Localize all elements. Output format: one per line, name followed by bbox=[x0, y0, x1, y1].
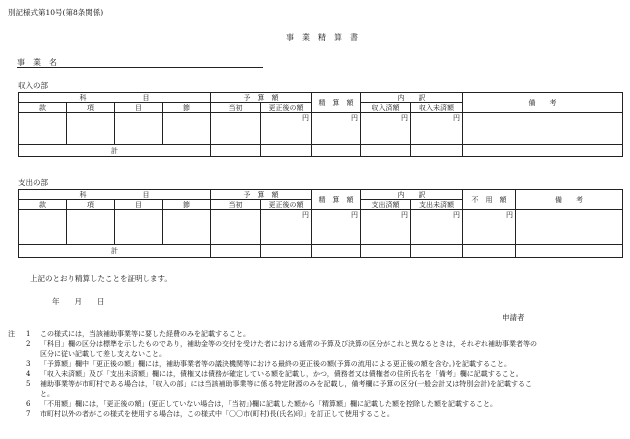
total-label: 計 bbox=[19, 145, 211, 157]
cell-tousho[interactable] bbox=[211, 210, 261, 245]
col-kamoku: 科 目 bbox=[19, 93, 211, 103]
col-setsu: 節 bbox=[163, 103, 211, 113]
col-bikou: 備 考 bbox=[516, 190, 623, 210]
col-tousho: 当初 bbox=[211, 200, 261, 210]
cell-kousei[interactable]: 円 bbox=[261, 113, 312, 145]
col-uchiwake: 内 訳 bbox=[361, 93, 463, 103]
total-label: 計 bbox=[19, 245, 211, 258]
cell-fuyou[interactable]: 円 bbox=[463, 210, 516, 245]
cell-setsu[interactable] bbox=[163, 210, 211, 245]
income-section-label: 収入の部 bbox=[18, 81, 48, 90]
certification-text: 上記のとおり精算したことを証明します。 bbox=[30, 274, 172, 283]
col-uchiwake: 内 訳 bbox=[361, 190, 463, 200]
cell-payment-pending[interactable]: 円 bbox=[411, 210, 463, 245]
col-kan: 款 bbox=[19, 103, 67, 113]
note-text: 「収入未済額」及び「支出未済額」欄には，債権又は債務が確定している額を記載し，かつ，債務者又は債権者の住所氏名を「備考」欄に記載すること。 bbox=[40, 370, 523, 378]
col-kan: 款 bbox=[19, 200, 67, 210]
business-name-line bbox=[17, 67, 263, 68]
form-number-label: 別記様式第10号(第8条関係) bbox=[8, 8, 104, 17]
business-name-label: 事 業 名 bbox=[17, 58, 57, 67]
income-table bbox=[18, 92, 623, 157]
note-text: と。 bbox=[40, 390, 54, 398]
col-payment-done: 支出済額 bbox=[361, 200, 411, 210]
col-setsu: 節 bbox=[163, 200, 211, 210]
cell-receipt-done[interactable]: 円 bbox=[361, 113, 411, 145]
date-line: 年 月 日 bbox=[52, 297, 105, 306]
col-fuyou: 不 用 額 bbox=[463, 190, 516, 210]
col-tousho: 当初 bbox=[211, 103, 261, 113]
cell-kou[interactable] bbox=[67, 210, 115, 245]
page-title: 事 業 精 算 書 bbox=[286, 33, 358, 42]
col-moku: 目 bbox=[115, 103, 163, 113]
cell-moku[interactable] bbox=[115, 210, 163, 245]
note-text: この様式には，当該補助事業等に要した経費のみを記載すること。 bbox=[40, 330, 250, 338]
notes-label: 注 bbox=[8, 330, 15, 338]
cell-bikou[interactable] bbox=[463, 113, 623, 145]
note-num: 3 bbox=[26, 360, 31, 368]
cell-kan[interactable] bbox=[19, 113, 67, 145]
col-yosan: 予 算 額 bbox=[211, 93, 312, 103]
col-receipt-pending: 収入未済額 bbox=[411, 103, 463, 113]
note-text: 区分に従い記載して差し支えないこと。 bbox=[40, 350, 166, 358]
expense-section-label: 支出の部 bbox=[18, 178, 48, 187]
expense-table bbox=[18, 189, 623, 258]
cell-kan[interactable] bbox=[19, 210, 67, 245]
cell-moku[interactable] bbox=[115, 113, 163, 145]
note-text: 「不用額」欄には，「更正後の額」(更正していない場合は，「当初」)欄に記載した額から「精算額」欄に記載した額を控除した額を記載すること。 bbox=[40, 400, 497, 408]
note-num: 7 bbox=[26, 410, 31, 418]
cell-seisan[interactable]: 円 bbox=[312, 113, 361, 145]
note-text: 「科目」欄の区分は標準を示したものであり，補助金等の交付を受けた者における通常の予算及び決算の区分がこれと異なるときは，それぞれ補助事業者等の bbox=[40, 340, 537, 348]
col-moku: 目 bbox=[115, 200, 163, 210]
applicant-label: 申請者 bbox=[502, 313, 525, 322]
col-seisan: 精 算 額 bbox=[312, 93, 361, 113]
col-kou: 項 bbox=[67, 200, 115, 210]
cell-tousho[interactable] bbox=[211, 113, 261, 145]
note-num: 4 bbox=[26, 370, 31, 378]
note-text: 補助事業等が市町村である場合は，「収入の部」には当該補助事業等に係る特定財源のみを記載し，備考欄に予算の区分(一般会計又は特別会計)を記載するこ bbox=[40, 380, 532, 388]
cell-seisan[interactable]: 円 bbox=[312, 210, 361, 245]
note-num: 5 bbox=[26, 380, 31, 388]
col-kousei: 更正後の額 bbox=[261, 103, 312, 113]
note-num: 6 bbox=[26, 400, 31, 408]
cell-bikou[interactable] bbox=[516, 210, 623, 245]
col-kousei: 更正後の額 bbox=[261, 200, 312, 210]
note-num: 2 bbox=[26, 340, 31, 348]
cell-kousei[interactable]: 円 bbox=[261, 210, 312, 245]
col-seisan: 精 算 額 bbox=[312, 190, 361, 210]
note-num: 1 bbox=[26, 330, 31, 338]
col-bikou: 備 考 bbox=[463, 93, 623, 113]
cell-receipt-pending[interactable]: 円 bbox=[411, 113, 463, 145]
note-text: 「予算額」欄中「更正後の額」欄には，補助事業者等の議決機関等における最終の更正後の額(予算の流用による更正後の額を含む。)を記載すること。 bbox=[40, 360, 511, 368]
col-kamoku: 科 目 bbox=[19, 190, 211, 200]
col-receipt-done: 収入済額 bbox=[361, 103, 411, 113]
notes-list bbox=[26, 330, 626, 420]
col-payment-pending: 支出未済額 bbox=[411, 200, 463, 210]
col-kou: 項 bbox=[67, 103, 115, 113]
cell-setsu[interactable] bbox=[163, 113, 211, 145]
note-text: 市町村以外の者がこの様式を使用する場合は，この様式中「〇〇市(町村)長(氏名)印」を訂正して使用すること。 bbox=[40, 410, 394, 418]
col-yosan: 予 算 額 bbox=[211, 190, 312, 200]
cell-payment-done[interactable]: 円 bbox=[361, 210, 411, 245]
cell-kou[interactable] bbox=[67, 113, 115, 145]
